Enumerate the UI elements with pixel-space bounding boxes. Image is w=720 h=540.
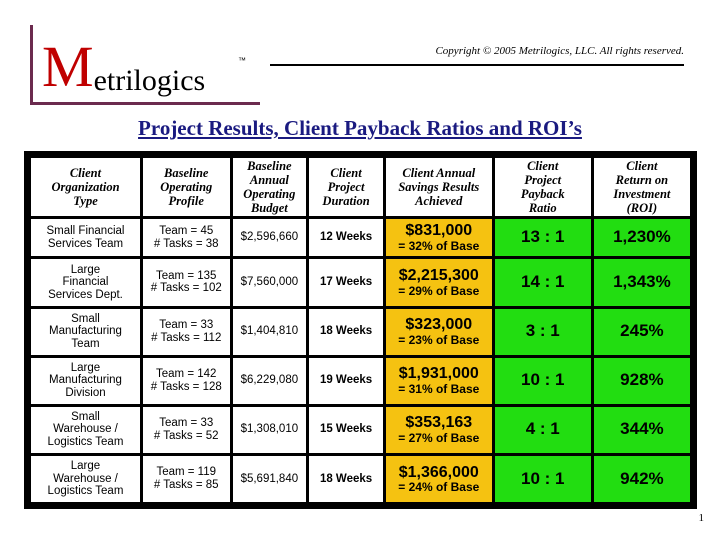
line: Type — [73, 194, 98, 208]
table-body — [31, 219, 690, 502]
line: Manufacturing — [49, 325, 122, 338]
savings-amount: $831,000 — [405, 222, 473, 240]
table-row — [31, 309, 690, 355]
line: Team = 142 — [156, 368, 217, 381]
header-duration — [309, 158, 383, 216]
line: Savings Results — [398, 180, 480, 194]
line: Warehouse / — [53, 423, 118, 436]
line: Team — [71, 337, 100, 350]
duration-cell: 19 Weeks — [309, 358, 383, 404]
page-title: Project Results, Client Payback Ratios and ROI’s — [138, 116, 582, 140]
profile-cell — [143, 358, 230, 404]
logo-bracket-vertical — [30, 25, 33, 105]
duration-cell: 18 Weeks — [309, 456, 383, 502]
savings-percent: = 31% of Base — [398, 381, 480, 396]
profile-cell — [143, 219, 230, 256]
line: # Tasks = 38 — [153, 237, 219, 250]
results-table — [28, 155, 693, 505]
savings-cell — [386, 259, 492, 305]
savings-percent: = 23% of Base — [398, 332, 480, 347]
line: Financial — [62, 276, 109, 289]
line: Baseline — [164, 166, 209, 180]
header-budget — [233, 158, 307, 216]
line: Client — [330, 166, 362, 180]
line: Client Annual — [402, 166, 476, 180]
line: Client — [69, 166, 102, 180]
savings-percent: = 32% of Base — [398, 238, 480, 253]
line: Small — [71, 312, 100, 325]
company-logo — [42, 34, 246, 99]
line: Large — [70, 263, 101, 276]
table-row — [31, 456, 690, 502]
header-org-type — [31, 158, 140, 216]
savings-amount: $1,931,000 — [398, 365, 479, 383]
header-payback — [495, 158, 591, 216]
line: Services Dept. — [48, 288, 123, 301]
line: Team = 33 — [159, 417, 214, 430]
line: Achieved — [415, 194, 463, 208]
line: Team = 33 — [159, 318, 214, 331]
roi-cell: 245% — [594, 309, 690, 355]
header-rule — [270, 64, 684, 66]
line: Annual — [249, 173, 289, 187]
savings-amount: $2,215,300 — [398, 267, 479, 285]
line: Duration — [322, 194, 370, 208]
savings-cell — [386, 309, 492, 355]
profile-cell — [143, 309, 230, 355]
payback-cell: 4 : 1 — [495, 407, 591, 453]
header-profile — [143, 158, 230, 216]
line: Logistics Team — [47, 436, 124, 449]
line: Large — [70, 459, 101, 472]
duration-cell: 12 Weeks — [309, 219, 383, 256]
org-type-cell — [31, 358, 140, 404]
savings-percent: = 24% of Base — [398, 480, 480, 495]
line: Budget — [250, 201, 288, 215]
savings-percent: = 27% of Base — [398, 431, 480, 445]
line: Payback — [520, 187, 565, 201]
savings-amount: $353,163 — [405, 414, 473, 432]
org-type-cell — [31, 309, 140, 355]
org-type-cell — [31, 407, 140, 453]
line: Team = 135 — [156, 269, 217, 282]
profile-cell — [143, 259, 230, 305]
logo-initial: M — [42, 34, 94, 99]
line: Project — [327, 180, 365, 194]
payback-cell: 10 : 1 — [495, 456, 591, 502]
roi-cell: 942% — [594, 456, 690, 502]
line: Logistics Team — [47, 485, 124, 498]
header-savings — [386, 158, 492, 216]
budget-cell: $6,229,080 — [233, 358, 307, 404]
logo-wordmark: etrilogics — [93, 64, 206, 97]
org-type-cell — [31, 259, 140, 305]
logo-trademark: ™ — [238, 56, 246, 65]
savings-amount: $1,366,000 — [398, 463, 479, 481]
savings-cell — [386, 358, 492, 404]
savings-cell — [386, 219, 492, 256]
table-header-row — [31, 158, 690, 216]
budget-cell: $1,308,010 — [233, 407, 307, 453]
roi-cell: 344% — [594, 407, 690, 453]
copyright-notice: Copyright © 2005 Metrilogics, LLC. All rights reserved. — [435, 45, 684, 57]
line: Team = 45 — [159, 225, 214, 238]
roi-cell: 928% — [594, 358, 690, 404]
roi-cell: 1,343% — [594, 259, 690, 305]
profile-cell — [143, 407, 230, 453]
page-number: 1 — [698, 512, 704, 524]
roi-cell: 1,230% — [594, 219, 690, 256]
duration-cell: 17 Weeks — [309, 259, 383, 305]
line: Return on — [615, 173, 669, 187]
line: Small — [71, 410, 100, 423]
table-row — [31, 259, 690, 305]
line: Operating — [243, 187, 296, 201]
payback-cell: 14 : 1 — [495, 259, 591, 305]
line: (ROI) — [626, 201, 658, 215]
line: Investment — [613, 187, 671, 201]
savings-percent: = 29% of Base — [398, 283, 480, 298]
line: Services Team — [47, 237, 124, 250]
duration-cell: 18 Weeks — [309, 309, 383, 355]
budget-cell: $5,691,840 — [233, 456, 307, 502]
budget-cell: $2,596,660 — [233, 219, 307, 256]
line: # Tasks = 85 — [153, 478, 219, 491]
line: Operating — [160, 180, 213, 194]
org-type-cell — [31, 456, 140, 502]
line: Manufacturing — [49, 374, 122, 387]
line: Client — [626, 159, 658, 173]
line: Team = 119 — [156, 466, 217, 479]
savings-cell — [386, 456, 492, 502]
savings-amount: $323,000 — [405, 316, 473, 334]
results-table-frame — [24, 151, 697, 509]
budget-cell: $7,560,000 — [233, 259, 307, 305]
line: Warehouse / — [53, 472, 118, 485]
line: # Tasks = 52 — [153, 429, 219, 442]
logo-bracket-horizontal — [30, 102, 260, 105]
org-type-cell — [31, 219, 140, 256]
line: Client — [527, 159, 559, 173]
line: Large — [70, 361, 101, 374]
table-row — [31, 358, 690, 404]
table-row — [31, 219, 690, 256]
payback-cell: 10 : 1 — [495, 358, 591, 404]
line: Organization — [51, 180, 120, 194]
line: Profile — [168, 194, 204, 208]
savings-cell — [386, 407, 492, 453]
line: # Tasks = 128 — [150, 380, 222, 393]
line: Ratio — [528, 201, 557, 215]
budget-cell: $1,404,810 — [233, 309, 307, 355]
line: Division — [65, 387, 106, 400]
line: Small Financial — [46, 225, 125, 238]
payback-cell: 3 : 1 — [495, 309, 591, 355]
profile-cell — [143, 456, 230, 502]
duration-cell: 15 Weeks — [309, 407, 383, 453]
line: Baseline — [247, 159, 292, 173]
header-roi — [594, 158, 690, 216]
line: Project — [524, 173, 562, 187]
payback-cell: 13 : 1 — [495, 219, 591, 256]
table-row — [31, 407, 690, 453]
line: # Tasks = 102 — [150, 282, 222, 295]
line: # Tasks = 112 — [151, 331, 222, 344]
